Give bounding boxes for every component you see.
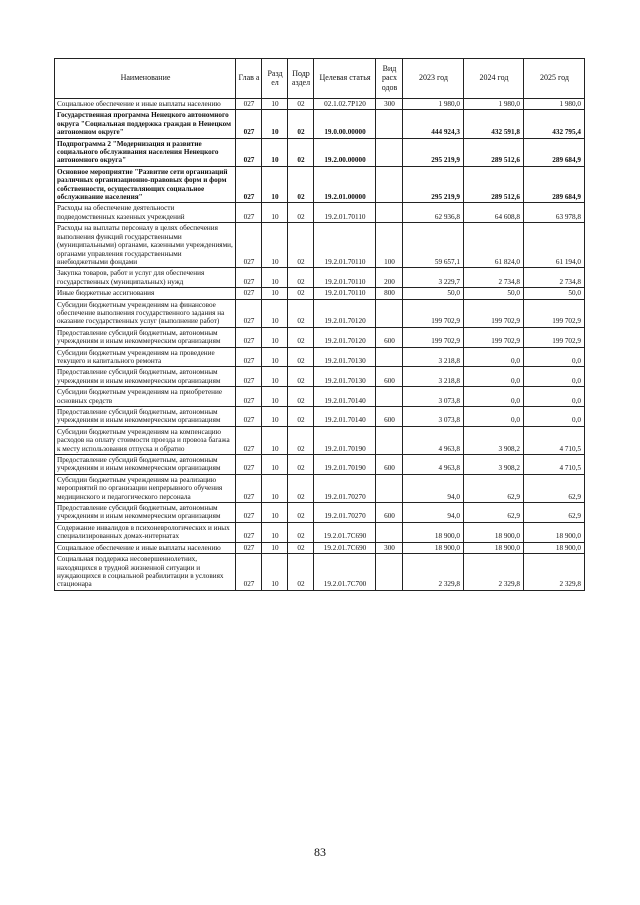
cell-podrazdel: 02 (288, 554, 314, 591)
cell-vid: 200 (376, 268, 403, 288)
cell-2023: 444 924,3 (403, 110, 464, 138)
cell-glava: 027 (236, 299, 262, 327)
table-row (55, 99, 585, 110)
cell-podrazdel: 02 (288, 327, 314, 347)
cell-2023: 18 900,0 (403, 522, 464, 542)
cell-2025: 0,0 (524, 407, 585, 427)
cell-glava: 027 (236, 110, 262, 138)
cell-2024: 2 329,8 (464, 554, 524, 591)
table-row (55, 426, 585, 454)
cell-glava: 027 (236, 503, 262, 523)
cell-podrazdel: 02 (288, 522, 314, 542)
cell-2023: 295 219,9 (403, 138, 464, 166)
cell-vid: 100 (376, 223, 403, 268)
cell-name: Предоставление субсидий бюджетным, автономным учреждениям и иным некоммерческим организациям (55, 367, 236, 387)
table-row (55, 223, 585, 268)
cell-razdel: 10 (262, 554, 288, 591)
cell-2023: 3 073,8 (403, 387, 464, 407)
cell-target: 19.2.01.70120 (314, 327, 376, 347)
cell-podrazdel: 02 (288, 387, 314, 407)
cell-name: Иные бюджетные ассигнования (55, 288, 236, 299)
cell-vid: 300 (376, 542, 403, 553)
cell-2025: 199 702,9 (524, 299, 585, 327)
cell-2025: 63 978,8 (524, 203, 585, 223)
cell-2025: 61 194,0 (524, 223, 585, 268)
cell-vid: 800 (376, 288, 403, 299)
table-row (55, 503, 585, 523)
cell-razdel: 10 (262, 166, 288, 203)
cell-podrazdel: 02 (288, 367, 314, 387)
cell-2024: 18 900,0 (464, 542, 524, 553)
budget-table (54, 58, 585, 591)
cell-2024: 432 591,8 (464, 110, 524, 138)
cell-razdel: 10 (262, 426, 288, 454)
cell-target: 19.2.01.7С690 (314, 542, 376, 553)
cell-target: 19.2.01.70270 (314, 474, 376, 502)
table-row (55, 166, 585, 203)
table-row (55, 387, 585, 407)
cell-vid: 600 (376, 367, 403, 387)
cell-2024: 3 908,2 (464, 426, 524, 454)
cell-2023: 59 657,1 (403, 223, 464, 268)
cell-2024: 1 980,0 (464, 99, 524, 110)
cell-2025: 18 900,0 (524, 522, 585, 542)
cell-razdel: 10 (262, 474, 288, 502)
header-podrazdel: Подр аздел (288, 59, 314, 99)
cell-podrazdel: 02 (288, 166, 314, 203)
cell-podrazdel: 02 (288, 203, 314, 223)
cell-glava: 027 (236, 99, 262, 110)
cell-glava: 027 (236, 542, 262, 553)
header-2024: 2024 год (464, 59, 524, 99)
cell-glava: 027 (236, 268, 262, 288)
table-row (55, 299, 585, 327)
cell-name: Подпрограмма 2 "Модернизация и развитие социального обслуживания населения Ненецкого автономного округа" (55, 138, 236, 166)
cell-2023: 4 963,8 (403, 455, 464, 475)
cell-razdel: 10 (262, 299, 288, 327)
cell-podrazdel: 02 (288, 455, 314, 475)
cell-2023: 62 936,8 (403, 203, 464, 223)
cell-2024: 0,0 (464, 367, 524, 387)
header-razdel: Разд ел (262, 59, 288, 99)
cell-2023: 3 073,8 (403, 407, 464, 427)
cell-name: Предоставление субсидий бюджетным, автономным учреждениям и иным некоммерческим организациям (55, 327, 236, 347)
table-row (55, 455, 585, 475)
cell-vid: 600 (376, 455, 403, 475)
cell-podrazdel: 02 (288, 542, 314, 553)
cell-target: 19.2.01.70140 (314, 407, 376, 427)
cell-name: Предоставление субсидий бюджетным, автономным учреждениям и иным некоммерческим организациям (55, 407, 236, 427)
cell-vid (376, 203, 403, 223)
cell-glava: 027 (236, 554, 262, 591)
cell-2023: 199 702,9 (403, 327, 464, 347)
cell-razdel: 10 (262, 407, 288, 427)
cell-target: 19.2.01.70110 (314, 223, 376, 268)
table-body (55, 99, 585, 591)
cell-razdel: 10 (262, 522, 288, 542)
cell-name: Расходы на выплаты персоналу в целях обеспечения выполнения функций государственными (муниципальными) органами, казенными учреждениями, органами управления государственными внебюджетными фондами (55, 223, 236, 268)
cell-razdel: 10 (262, 223, 288, 268)
cell-2023: 199 702,9 (403, 299, 464, 327)
cell-razdel: 10 (262, 99, 288, 110)
cell-2025: 4 710,5 (524, 426, 585, 454)
cell-glava: 027 (236, 203, 262, 223)
cell-podrazdel: 02 (288, 288, 314, 299)
cell-vid (376, 522, 403, 542)
cell-target: 19.2.01.70270 (314, 503, 376, 523)
cell-glava: 027 (236, 367, 262, 387)
cell-2023: 18 900,0 (403, 542, 464, 553)
cell-2024: 62,9 (464, 503, 524, 523)
table-row (55, 138, 585, 166)
cell-2025: 2 329,8 (524, 554, 585, 591)
cell-2024: 62,9 (464, 474, 524, 502)
cell-2024: 64 608,8 (464, 203, 524, 223)
header-2023: 2023 год (403, 59, 464, 99)
table-row (55, 474, 585, 502)
cell-glava: 027 (236, 474, 262, 502)
cell-podrazdel: 02 (288, 503, 314, 523)
cell-target: 19.0.00.00000 (314, 110, 376, 138)
cell-razdel: 10 (262, 110, 288, 138)
cell-podrazdel: 02 (288, 299, 314, 327)
cell-2023: 50,0 (403, 288, 464, 299)
cell-2023: 4 963,8 (403, 426, 464, 454)
cell-target: 19.2.01.7С690 (314, 522, 376, 542)
cell-vid: 600 (376, 503, 403, 523)
cell-2024: 289 512,6 (464, 138, 524, 166)
cell-vid: 600 (376, 407, 403, 427)
cell-vid: 300 (376, 99, 403, 110)
cell-vid: 600 (376, 327, 403, 347)
cell-razdel: 10 (262, 203, 288, 223)
cell-2024: 0,0 (464, 407, 524, 427)
cell-name: Основное мероприятие "Развитие сети организаций различных организационно-правовых форм и форм собственности, осуществляющих социальное обслуживание населения" (55, 166, 236, 203)
cell-podrazdel: 02 (288, 347, 314, 367)
cell-2025: 62,9 (524, 474, 585, 502)
table-row (55, 203, 585, 223)
cell-2025: 0,0 (524, 387, 585, 407)
cell-glava: 027 (236, 347, 262, 367)
cell-name: Закупка товаров, работ и услуг для обеспечения государственных (муниципальных) нужд (55, 268, 236, 288)
cell-2023: 3 218,8 (403, 367, 464, 387)
cell-name: Субсидии бюджетным учреждениям на приобретение основных средств (55, 387, 236, 407)
cell-2025: 289 684,9 (524, 166, 585, 203)
cell-razdel: 10 (262, 327, 288, 347)
cell-vid (376, 347, 403, 367)
cell-razdel: 10 (262, 138, 288, 166)
cell-2023: 3 218,8 (403, 347, 464, 367)
cell-target: 19.2.01.70190 (314, 455, 376, 475)
cell-2025: 2 734,8 (524, 268, 585, 288)
cell-2025: 0,0 (524, 347, 585, 367)
cell-name: Субсидии бюджетным учреждениям на финансовое обеспечение выполнения государственного задания на оказание государственных услуг (выполнение работ) (55, 299, 236, 327)
table-row (55, 347, 585, 367)
cell-2025: 432 795,4 (524, 110, 585, 138)
table-row (55, 268, 585, 288)
cell-glava: 027 (236, 223, 262, 268)
cell-glava: 027 (236, 327, 262, 347)
cell-2023: 3 229,7 (403, 268, 464, 288)
cell-glava: 027 (236, 288, 262, 299)
cell-target: 19.2.01.70110 (314, 288, 376, 299)
cell-name: Государственная программа Ненецкого автономного округа "Социальная поддержка граждан в Ненецком автономном округе" (55, 110, 236, 138)
cell-target: 19.2.01.70130 (314, 367, 376, 387)
cell-glava: 027 (236, 138, 262, 166)
table-row (55, 542, 585, 553)
table-row (55, 522, 585, 542)
header-target: Целевая статья (314, 59, 376, 99)
table-row (55, 288, 585, 299)
cell-glava: 027 (236, 407, 262, 427)
cell-name: Предоставление субсидий бюджетным, автономным учреждениям и иным некоммерческим организациям (55, 455, 236, 475)
cell-glava: 027 (236, 166, 262, 203)
cell-2025: 50,0 (524, 288, 585, 299)
cell-glava: 027 (236, 426, 262, 454)
cell-2025: 62,9 (524, 503, 585, 523)
header-2025: 2025 год (524, 59, 585, 99)
cell-razdel: 10 (262, 455, 288, 475)
cell-podrazdel: 02 (288, 268, 314, 288)
cell-razdel: 10 (262, 387, 288, 407)
table-header-row (55, 59, 585, 99)
cell-target: 02.1.02.7Р120 (314, 99, 376, 110)
cell-target: 19.2.00.00000 (314, 138, 376, 166)
cell-name: Расходы на обеспечение деятельности подведомственных казенных учреждений (55, 203, 236, 223)
cell-razdel: 10 (262, 367, 288, 387)
page-number: 83 (314, 845, 326, 859)
cell-2025: 199 702,9 (524, 327, 585, 347)
header-glava: Глав а (236, 59, 262, 99)
cell-podrazdel: 02 (288, 110, 314, 138)
cell-razdel: 10 (262, 542, 288, 553)
cell-2025: 18 900,0 (524, 542, 585, 553)
cell-vid (376, 138, 403, 166)
cell-vid (376, 426, 403, 454)
cell-glava: 027 (236, 387, 262, 407)
cell-2025: 4 710,5 (524, 455, 585, 475)
table-row (55, 110, 585, 138)
cell-podrazdel: 02 (288, 407, 314, 427)
cell-name: Социальная поддержка несовершеннолетних, находящихся в трудной жизненной ситуации и нуждающихся в социальной реабилитации в условиях стационара (55, 554, 236, 591)
cell-2024: 289 512,6 (464, 166, 524, 203)
cell-2024: 18 900,0 (464, 522, 524, 542)
cell-vid (376, 387, 403, 407)
cell-target: 19.2.01.70110 (314, 268, 376, 288)
cell-target: 19.2.01.70140 (314, 387, 376, 407)
cell-razdel: 10 (262, 347, 288, 367)
cell-2024: 3 908,2 (464, 455, 524, 475)
table-row (55, 367, 585, 387)
cell-vid (376, 110, 403, 138)
cell-name: Субсидии бюджетным учреждениям на компенсацию расходов на оплату стоимости проезда и провоза багажа к месту использования отпуска и обратно (55, 426, 236, 454)
cell-podrazdel: 02 (288, 426, 314, 454)
cell-vid (376, 474, 403, 502)
cell-2023: 94,0 (403, 474, 464, 502)
table-row (55, 554, 585, 591)
cell-glava: 027 (236, 522, 262, 542)
cell-2023: 1 980,0 (403, 99, 464, 110)
cell-2025: 1 980,0 (524, 99, 585, 110)
cell-target: 19.2.01.70120 (314, 299, 376, 327)
cell-target: 19.2.01.70130 (314, 347, 376, 367)
cell-razdel: 10 (262, 288, 288, 299)
cell-name: Содержание инвалидов в психоневрологических и иных специализированных домах-интернатах (55, 522, 236, 542)
cell-2024: 50,0 (464, 288, 524, 299)
cell-name: Субсидии бюджетным учреждениям на реализацию мероприятий по организации непрерывного обучения медицинского и педагогического персонала (55, 474, 236, 502)
cell-glava: 027 (236, 455, 262, 475)
cell-2023: 2 329,8 (403, 554, 464, 591)
cell-vid (376, 299, 403, 327)
header-vid: Вид расх одов (376, 59, 403, 99)
cell-2023: 295 219,9 (403, 166, 464, 203)
cell-vid (376, 166, 403, 203)
cell-target: 19.2.01.70190 (314, 426, 376, 454)
cell-2024: 0,0 (464, 347, 524, 367)
cell-podrazdel: 02 (288, 474, 314, 502)
cell-name: Социальное обеспечение и иные выплаты населению (55, 542, 236, 553)
cell-target: 19.2.01.70110 (314, 203, 376, 223)
header-name: Наименование (55, 59, 236, 99)
cell-2024: 199 702,9 (464, 327, 524, 347)
cell-2024: 2 734,8 (464, 268, 524, 288)
cell-2025: 289 684,9 (524, 138, 585, 166)
table-row (55, 407, 585, 427)
cell-2024: 61 824,0 (464, 223, 524, 268)
cell-razdel: 10 (262, 268, 288, 288)
cell-2023: 94,0 (403, 503, 464, 523)
cell-razdel: 10 (262, 503, 288, 523)
table-row (55, 327, 585, 347)
cell-2024: 0,0 (464, 387, 524, 407)
cell-name: Субсидии бюджетным учреждениям на проведение текущего и капитального ремонта (55, 347, 236, 367)
cell-podrazdel: 02 (288, 223, 314, 268)
cell-podrazdel: 02 (288, 138, 314, 166)
cell-2024: 199 702,9 (464, 299, 524, 327)
cell-target: 19.2.01.7С700 (314, 554, 376, 591)
cell-vid (376, 554, 403, 591)
cell-2025: 0,0 (524, 367, 585, 387)
cell-name: Социальное обеспечение и иные выплаты населению (55, 99, 236, 110)
cell-target: 19.2.01.00000 (314, 166, 376, 203)
cell-podrazdel: 02 (288, 99, 314, 110)
budget-table-container (54, 58, 584, 591)
cell-name: Предоставление субсидий бюджетным, автономным учреждениям и иным некоммерческим организациям (55, 503, 236, 523)
